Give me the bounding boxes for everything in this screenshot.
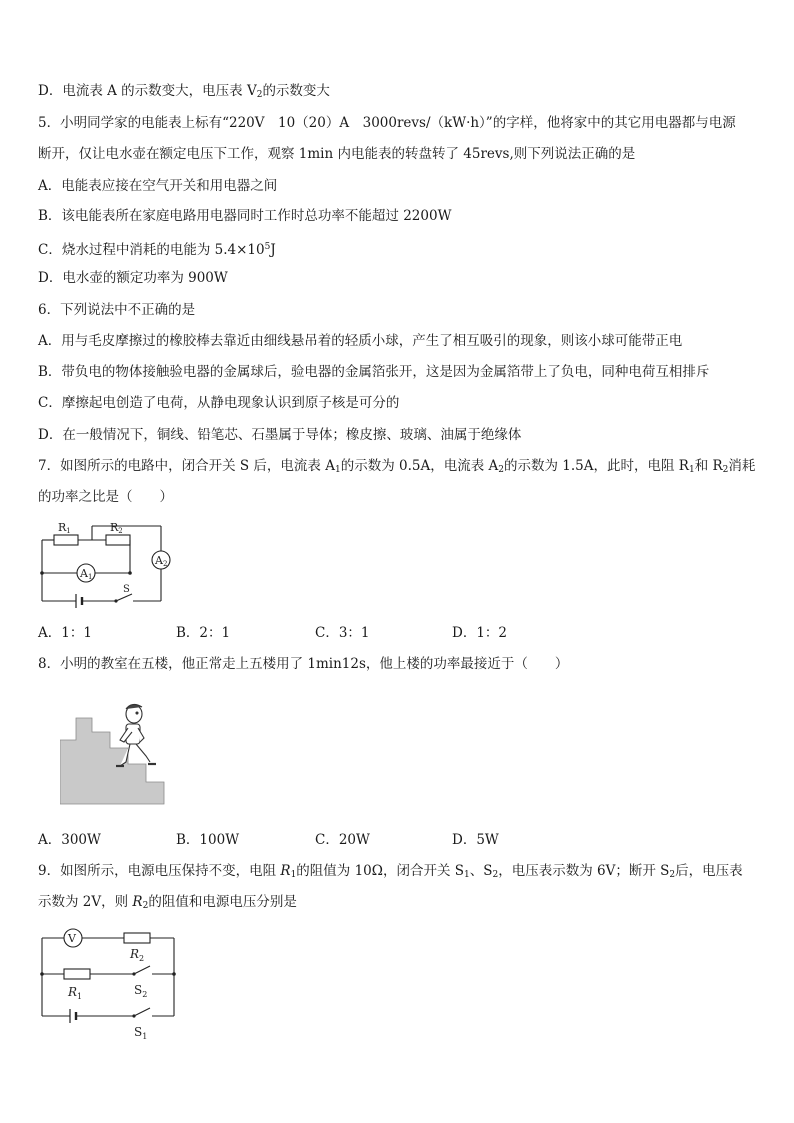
q9-stem-part: 示数为 2V，则 (38, 894, 133, 910)
q9-switch-pivot (132, 1014, 135, 1017)
q9-junction-dot (40, 972, 44, 976)
q5-stem-line1: 5．小明同学家的电能表上标有“220V 10（20）A 3000revs/（kW·h）”的字样，他将家中的其它用电器都与电源 (38, 115, 736, 131)
q9-circuit-diagram (36, 924, 186, 1040)
q7-stem-part: 的示数为 1.5A，此时，电阻 R (504, 458, 689, 474)
q7-label-r1: R1 (58, 521, 71, 535)
q7-label-s: S (123, 584, 130, 595)
q5-option-a: A．电能表应接在空气开关和用电器之间 (38, 178, 278, 194)
q9-stem-var: R (132, 894, 143, 910)
q7-stem-part: 的示数为 0.5A，电流表 A (340, 458, 499, 474)
q9-switch-pivot (132, 972, 135, 975)
q7-label-a2: A2 (155, 554, 168, 568)
q5-option-d: D．电水壶的额定功率为 900W (38, 270, 228, 286)
q9-stem-part: 后，电压表 (675, 863, 743, 879)
q9-switch-s1 (134, 1008, 150, 1016)
q9-stem-line1 (38, 862, 743, 884)
q9-resistor-r2 (124, 933, 150, 943)
q7-option-d: D．1：2 (452, 625, 508, 641)
q5-option-c-exp: 5 (264, 242, 271, 252)
q9-label-r1: $R_1$ (68, 985, 83, 1001)
q9-switch-s2 (134, 966, 150, 974)
q7-stem-sub: 1 (688, 465, 695, 475)
q9-stem-part: ，电压表示数为 6V；断开 S (498, 863, 670, 879)
q9-stem-sub: 2 (669, 870, 676, 880)
q7-junction-dot (128, 571, 132, 575)
q7-stem-part: 和 R (694, 458, 723, 474)
q7-options (38, 624, 598, 642)
q9-stem-sub: 2 (142, 901, 149, 911)
q4-option-d-text: D．电流表 A 的示数变大，电压表 V (38, 83, 257, 99)
q9-stem-var: R (280, 863, 291, 879)
q7-stem-part: 消耗 (728, 458, 756, 474)
q5-option-c (38, 238, 276, 259)
q6-option-c: C．摩擦起电创造了电荷，从静电现象认识到原子核是可分的 (38, 395, 400, 411)
q7-option-c: C．3：1 (315, 625, 370, 641)
stairs-shape (60, 718, 164, 804)
q5-option-b: B．该电能表所在家庭电路用电器同时工作时总功率不能超过 2200W (38, 208, 452, 224)
q5-option-c-unit: J (270, 242, 276, 258)
q9-stem-part: 、S (469, 863, 493, 879)
q7-stem-line1 (38, 457, 755, 479)
q9-stem-part: 的阻值为 10Ω，闭合开关 S (296, 863, 464, 879)
q7-label-a1: A1 (80, 567, 93, 581)
q7-circuit-diagram (36, 514, 186, 612)
q7-switch-s (116, 594, 132, 601)
q7-stem-sub: 1 (334, 465, 341, 475)
q7-stem-line2: 的功率之比是（ ） (38, 489, 173, 505)
q7-resistor-r1 (54, 535, 78, 545)
q7-resistor-r2 (106, 535, 130, 545)
q9-label-s2: $S_2$ (134, 983, 148, 999)
q8-option-b: B．100W (176, 832, 240, 848)
q9-stem-sub: 1 (464, 870, 470, 880)
q7-stem-sub: 2 (722, 465, 729, 475)
q4-option-d-end: 的示数变大 (262, 83, 330, 99)
q8-option-c: C．20W (315, 832, 370, 848)
q9-label-r2: $R_2$ (130, 947, 145, 963)
q7-switch-pivot (114, 599, 117, 602)
q6-stem: 6．下列说法中不正确的是 (38, 302, 196, 318)
q7-option-a: A．1：1 (38, 625, 92, 641)
q8-stairs-illustration (60, 700, 170, 806)
q7-stem-sub: 2 (498, 465, 504, 475)
q6-option-a: A．用与毛皮摩擦过的橡胶棒去靠近由细线悬吊着的轻质小球，产生了相互吸引的现象，则该小球可能带正电 (38, 333, 683, 349)
q9-resistor-r1 (64, 969, 90, 979)
q9-stem-sub: 1 (290, 870, 297, 880)
q7-option-b: B．2：1 (176, 625, 231, 641)
q4-option-d (38, 82, 330, 104)
q8-stem: 8．小明的教室在五楼，他正常走上五楼用了 1min12s，他上楼的功率最接近于（ ） (38, 656, 569, 672)
q9-junction-dot (172, 972, 176, 976)
q8-option-a: A．300W (38, 832, 101, 848)
q9-stem-part: 的阻值和电源电压分别是 (148, 894, 297, 910)
q8-option-d: D．5W (452, 832, 499, 848)
q6-option-b: B．带负电的物体接触验电器的金属球后，验电器的金属箔张开，这是因为金属箔带上了负电，同种电荷互相排斥 (38, 364, 710, 380)
q9-stem-line2 (38, 893, 297, 915)
q7-junction-dot (40, 571, 44, 575)
q7-stem-part: 7．如图所示的电路中，闭合开关 S 后，电流表 A (38, 458, 335, 474)
q7-label-r2: R2 (110, 521, 123, 535)
q4-option-d-sub: 2 (256, 90, 263, 100)
q9-label-v: V (68, 932, 76, 945)
q6-option-d: D．在一般情况下，铜线、铅笔芯、石墨属于导体；橡皮擦、玻璃、油属于绝缘体 (38, 427, 522, 443)
q9-stem-sub: 2 (492, 870, 499, 880)
q9-stem-part: 9．如图所示，电源电压保持不变，电阻 (38, 863, 281, 879)
q5-stem-line2: 断开，仅让电水壶在额定电压下工作，观察 1min 内电能表的转盘转了 45revs,则下列说法正确的是 (38, 146, 636, 162)
q9-label-s1: $S_1$ (134, 1025, 148, 1040)
q5-option-c-text: C．烧水过程中消耗的电能为 5.4×10 (38, 242, 265, 258)
q8-options (38, 831, 598, 849)
